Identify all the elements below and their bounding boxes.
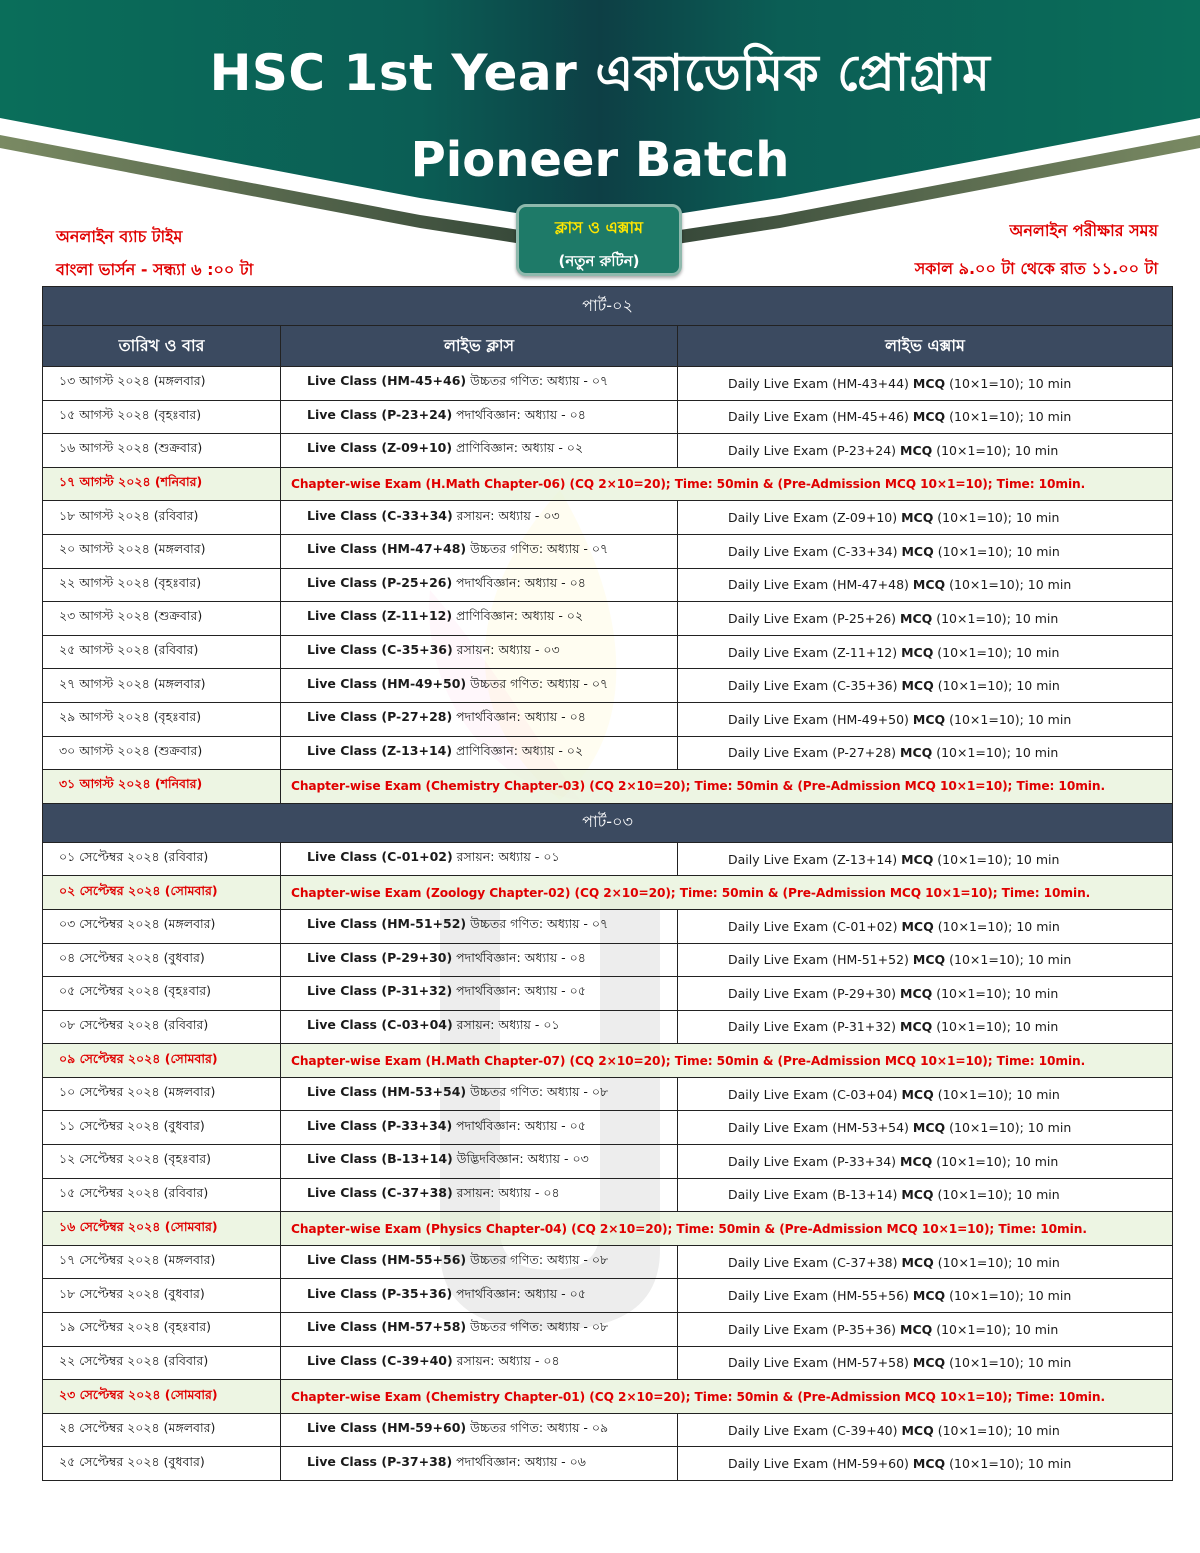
row-date: ১৩ আগস্ট ২০২৪ (মঙ্গলবার) bbox=[43, 367, 281, 401]
live-exam-cell: Daily Live Exam (HM-47+48) MCQ (10×1=10); 10 min bbox=[678, 568, 1173, 602]
table-row bbox=[43, 943, 1173, 977]
exam-day-row bbox=[43, 1212, 1173, 1246]
live-class-subject: রসায়ন: অধ্যায় - ০৪ bbox=[452, 1352, 560, 1368]
row-date: ১৬ আগস্ট ২০২৪ (শুক্রবার) bbox=[43, 434, 281, 468]
row-date: ২৯ আগস্ট ২০২৪ (বৃহঃবার) bbox=[43, 702, 281, 736]
table-row bbox=[43, 842, 1173, 876]
live-class-subject: উচ্চতর গণিত: অধ্যায় - ০৭ bbox=[466, 541, 609, 557]
live-class-code: Live Class (P-33+34) bbox=[307, 1117, 453, 1133]
row-date: ৩১ আগস্ট ২০২৪ (শনিবার) bbox=[43, 770, 281, 804]
exam-time-value: সকাল ৯.০০ টা থেকে রাত ১১.০০ টা bbox=[914, 259, 1158, 278]
row-date: ০১ সেপ্টেম্বর ২০২৪ (রবিবার) bbox=[43, 842, 281, 876]
live-class-cell bbox=[281, 1245, 678, 1279]
chapter-exam-text: Chapter-wise Exam (Zoology Chapter-02) (CQ 2×10=20); Time: 50min & (Pre-Admission MCQ 10×1=10); Time: 10min. bbox=[281, 876, 1173, 910]
row-date: ১১ সেপ্টেম্বর ২০২৪ (বুধবার) bbox=[43, 1111, 281, 1145]
table-row bbox=[43, 669, 1173, 703]
live-exam-cell: Daily Live Exam (HM-51+52) MCQ (10×1=10); 10 min bbox=[678, 943, 1173, 977]
page-title: HSC 1st Year একাডেমিক প্রোগ্রাম bbox=[209, 44, 991, 102]
row-date: ৩০ আগস্ট ২০২৪ (শুক্রবার) bbox=[43, 736, 281, 770]
live-class-code: Live Class (P-31+32) bbox=[307, 983, 453, 999]
live-class-subject: রসায়ন: অধ্যায় - ০১ bbox=[452, 1016, 560, 1032]
table-header-row bbox=[43, 326, 1173, 367]
row-date: ২৩ সেপ্টেম্বর ২০২৪ (সোমবার) bbox=[43, 1380, 281, 1414]
row-date: ২৪ সেপ্টেম্বর ২০২৪ (মঙ্গলবার) bbox=[43, 1413, 281, 1447]
part-header-02 bbox=[43, 287, 1173, 326]
table-row bbox=[43, 534, 1173, 568]
live-class-cell bbox=[281, 1178, 678, 1212]
live-class-code: Live Class (HM-47+48) bbox=[307, 541, 467, 557]
row-date: ১৯ সেপ্টেম্বর ২০২৪ (বৃহঃবার) bbox=[43, 1313, 281, 1347]
live-class-code: Live Class (C-01+02) bbox=[307, 849, 453, 865]
table-row bbox=[43, 1010, 1173, 1044]
live-class-cell bbox=[281, 1111, 678, 1145]
table-row bbox=[43, 635, 1173, 669]
row-date: ১২ সেপ্টেম্বর ২০২৪ (বৃহঃবার) bbox=[43, 1145, 281, 1179]
chapter-exam-text: Chapter-wise Exam (H.Math Chapter-06) (CQ 2×10=20); Time: 50min & (Pre-Admission MCQ 10×1=10); Time: 10min. bbox=[281, 467, 1173, 501]
live-exam-cell: Daily Live Exam (Z-13+14) MCQ (10×1=10); 10 min bbox=[678, 842, 1173, 876]
live-class-code: Live Class (Z-11+12) bbox=[307, 608, 453, 624]
live-class-code: Live Class (B-13+14) bbox=[307, 1151, 453, 1167]
live-class-cell bbox=[281, 534, 678, 568]
live-class-subject: প্রাণিবিজ্ঞান: অধ্যায় - ০২ bbox=[452, 608, 584, 624]
live-class-subject: রসায়ন: অধ্যায় - ০৩ bbox=[452, 642, 560, 658]
col-header-class: লাইভ ক্লাস bbox=[281, 326, 678, 367]
badge-title: ক্লাস ও এক্সাম bbox=[554, 218, 644, 237]
live-class-code: Live Class (HM-49+50) bbox=[307, 675, 467, 691]
live-exam-cell: Daily Live Exam (P-23+24) MCQ (10×1=10); 10 min bbox=[678, 434, 1173, 468]
live-exam-cell: Daily Live Exam (C-33+34) MCQ (10×1=10); 10 min bbox=[678, 534, 1173, 568]
live-class-cell bbox=[281, 568, 678, 602]
live-class-cell bbox=[281, 1010, 678, 1044]
chapter-exam-text: Chapter-wise Exam (Chemistry Chapter-01) (CQ 2×10=20); Time: 50min & (Pre-Admission MCQ 10×1=10); Time: 10min. bbox=[281, 1380, 1173, 1414]
live-class-cell bbox=[281, 1145, 678, 1179]
batch-time-value: বাংলা ভার্সন - সন্ধ্যা ৬ :০০ টা bbox=[56, 260, 254, 279]
live-exam-cell: Daily Live Exam (HM-57+58) MCQ (10×1=10); 10 min bbox=[678, 1346, 1173, 1380]
live-exam-cell: Daily Live Exam (HM-53+54) MCQ (10×1=10); 10 min bbox=[678, 1111, 1173, 1145]
table-row bbox=[43, 1279, 1173, 1313]
live-class-subject: পদার্থবিজ্ঞান: অধ্যায় - ০৪ bbox=[452, 406, 586, 422]
live-exam-cell: Daily Live Exam (HM-59+60) MCQ (10×1=10); 10 min bbox=[678, 1447, 1173, 1481]
live-exam-cell: Daily Live Exam (C-35+36) MCQ (10×1=10); 10 min bbox=[678, 669, 1173, 703]
row-date: ১৮ সেপ্টেম্বর ২০২৪ (বুধবার) bbox=[43, 1279, 281, 1313]
live-class-cell bbox=[281, 635, 678, 669]
col-header-date: তারিখ ও বার bbox=[43, 326, 281, 367]
live-class-code: Live Class (C-37+38) bbox=[307, 1184, 453, 1200]
table-row bbox=[43, 434, 1173, 468]
live-class-cell bbox=[281, 434, 678, 468]
live-class-cell bbox=[281, 1077, 678, 1111]
live-exam-cell: Daily Live Exam (HM-45+46) MCQ (10×1=10); 10 min bbox=[678, 400, 1173, 434]
live-class-code: Live Class (P-23+24) bbox=[307, 406, 453, 422]
live-class-code: Live Class (P-35+36) bbox=[307, 1285, 453, 1301]
row-date: ০৫ সেপ্টেম্বর ২০২৪ (বৃহঃবার) bbox=[43, 977, 281, 1011]
table-row bbox=[43, 1111, 1173, 1145]
row-date: ১৭ আগস্ট ২০২৪ (শনিবার) bbox=[43, 467, 281, 501]
live-class-cell bbox=[281, 977, 678, 1011]
row-date: ২৫ সেপ্টেম্বর ২০২৪ (বুধবার) bbox=[43, 1447, 281, 1481]
live-class-subject: পদার্থবিজ্ঞান: অধ্যায় - ০৪ bbox=[452, 709, 586, 725]
table-row bbox=[43, 1447, 1173, 1481]
live-class-code: Live Class (P-25+26) bbox=[307, 574, 453, 590]
live-exam-cell: Daily Live Exam (HM-55+56) MCQ (10×1=10); 10 min bbox=[678, 1279, 1173, 1313]
live-class-subject: উচ্চতর গণিত: অধ্যায় - ০৮ bbox=[466, 1084, 609, 1100]
live-class-subject: পদার্থবিজ্ঞান: অধ্যায় - ০৬ bbox=[452, 1453, 586, 1469]
live-exam-cell: Daily Live Exam (C-37+38) MCQ (10×1=10); 10 min bbox=[678, 1245, 1173, 1279]
row-date: ০৩ সেপ্টেম্বর ২০২৪ (মঙ্গলবার) bbox=[43, 909, 281, 943]
chapter-exam-text: Chapter-wise Exam (H.Math Chapter-07) (CQ 2×10=20); Time: 50min & (Pre-Admission MCQ 10×1=10); Time: 10min. bbox=[281, 1044, 1173, 1078]
row-date: ০৮ সেপ্টেম্বর ২০২৪ (রবিবার) bbox=[43, 1010, 281, 1044]
row-date: ০২ সেপ্টেম্বর ২০২৪ (সোমবার) bbox=[43, 876, 281, 910]
row-date: ১৭ সেপ্টেম্বর ২০২৪ (মঙ্গলবার) bbox=[43, 1245, 281, 1279]
table-row bbox=[43, 736, 1173, 770]
table-row bbox=[43, 400, 1173, 434]
table-row bbox=[43, 1077, 1173, 1111]
live-class-code: Live Class (Z-09+10) bbox=[307, 440, 453, 456]
live-class-code: Live Class (C-39+40) bbox=[307, 1352, 453, 1368]
table-row bbox=[43, 1313, 1173, 1347]
batch-time-label: অনলাইন ব্যাচ টাইম bbox=[56, 227, 183, 246]
live-class-subject: পদার্থবিজ্ঞান: অধ্যায় - ০৫ bbox=[452, 983, 586, 999]
live-class-cell bbox=[281, 669, 678, 703]
table-row bbox=[43, 977, 1173, 1011]
table-row bbox=[43, 367, 1173, 401]
part-header-03 bbox=[43, 803, 1173, 842]
row-date: ২৫ আগস্ট ২০২৪ (রবিবার) bbox=[43, 635, 281, 669]
routine-table bbox=[42, 286, 1173, 1481]
chapter-exam-text: Chapter-wise Exam (Chemistry Chapter-03) (CQ 2×10=20); Time: 50min & (Pre-Admission MCQ 10×1=10); Time: 10min. bbox=[281, 770, 1173, 804]
row-date: ০৪ সেপ্টেম্বর ২০২৪ (বুধবার) bbox=[43, 943, 281, 977]
live-exam-cell: Daily Live Exam (C-01+02) MCQ (10×1=10); 10 min bbox=[678, 909, 1173, 943]
table-row bbox=[43, 568, 1173, 602]
online-exam-time bbox=[915, 212, 1158, 288]
part-label: পার্ট-০৩ bbox=[43, 803, 1173, 842]
live-class-cell bbox=[281, 842, 678, 876]
live-class-cell bbox=[281, 501, 678, 535]
row-date: ১৬ সেপ্টেম্বর ২০২৪ (সোমবার) bbox=[43, 1212, 281, 1246]
live-class-code: Live Class (HM-53+54) bbox=[307, 1084, 467, 1100]
live-class-cell bbox=[281, 1413, 678, 1447]
live-class-code: Live Class (Z-13+14) bbox=[307, 742, 453, 758]
live-class-code: Live Class (HM-59+60) bbox=[307, 1420, 467, 1436]
live-class-code: Live Class (HM-57+58) bbox=[307, 1319, 467, 1335]
live-exam-cell: Daily Live Exam (C-39+40) MCQ (10×1=10); 10 min bbox=[678, 1413, 1173, 1447]
live-exam-cell: Daily Live Exam (P-27+28) MCQ (10×1=10); 10 min bbox=[678, 736, 1173, 770]
live-class-code: Live Class (HM-45+46) bbox=[307, 373, 467, 389]
live-class-code: Live Class (C-33+34) bbox=[307, 507, 453, 523]
exam-time-label: অনলাইন পরীক্ষার সময় bbox=[1009, 221, 1158, 240]
live-class-code: Live Class (C-35+36) bbox=[307, 642, 453, 658]
table-row bbox=[43, 1145, 1173, 1179]
live-class-cell bbox=[281, 1447, 678, 1481]
row-date: ১৫ সেপ্টেম্বর ২০২৪ (রবিবার) bbox=[43, 1178, 281, 1212]
batch-title: Pioneer Batch bbox=[410, 132, 790, 188]
row-date: ০৯ সেপ্টেম্বর ২০২৪ (সোমবার) bbox=[43, 1044, 281, 1078]
row-date: ২২ আগস্ট ২০২৪ (বৃহঃবার) bbox=[43, 568, 281, 602]
table-row bbox=[43, 1245, 1173, 1279]
live-class-subject: পদার্থবিজ্ঞান: অধ্যায় - ০৫ bbox=[452, 1285, 586, 1301]
live-exam-cell: Daily Live Exam (Z-11+12) MCQ (10×1=10); 10 min bbox=[678, 635, 1173, 669]
exam-day-row bbox=[43, 467, 1173, 501]
live-class-subject: উচ্চতর গণিত: অধ্যায় - ০৭ bbox=[466, 916, 609, 932]
live-class-subject: উচ্চতর গণিত: অধ্যায় - ০৮ bbox=[466, 1319, 609, 1335]
live-class-subject: প্রাণিবিজ্ঞান: অধ্যায় - ০২ bbox=[452, 440, 584, 456]
live-class-subject: প্রাণিবিজ্ঞান: অধ্যায় - ০২ bbox=[452, 742, 584, 758]
live-exam-cell: Daily Live Exam (P-25+26) MCQ (10×1=10); 10 min bbox=[678, 602, 1173, 636]
live-class-subject: উচ্চতর গণিত: অধ্যায় - ০৭ bbox=[466, 675, 609, 691]
table-row bbox=[43, 602, 1173, 636]
row-date: ২৩ আগস্ট ২০২৪ (শুক্রবার) bbox=[43, 602, 281, 636]
live-exam-cell: Daily Live Exam (Z-09+10) MCQ (10×1=10); 10 min bbox=[678, 501, 1173, 535]
live-exam-cell: Daily Live Exam (P-33+34) MCQ (10×1=10); 10 min bbox=[678, 1145, 1173, 1179]
table-row bbox=[43, 909, 1173, 943]
live-class-code: Live Class (C-03+04) bbox=[307, 1016, 453, 1032]
live-class-code: Live Class (P-27+28) bbox=[307, 709, 453, 725]
live-class-subject: উচ্চতর গণিত: অধ্যায় - ০৮ bbox=[466, 1252, 609, 1268]
live-class-cell bbox=[281, 1346, 678, 1380]
live-exam-cell: Daily Live Exam (C-03+04) MCQ (10×1=10); 10 min bbox=[678, 1077, 1173, 1111]
live-class-cell bbox=[281, 367, 678, 401]
live-exam-cell: Daily Live Exam (HM-49+50) MCQ (10×1=10); 10 min bbox=[678, 702, 1173, 736]
live-class-cell bbox=[281, 909, 678, 943]
live-class-subject: রসায়ন: অধ্যায় - ০৩ bbox=[452, 507, 560, 523]
online-batch-time bbox=[56, 220, 253, 286]
table-row bbox=[43, 702, 1173, 736]
live-class-cell bbox=[281, 400, 678, 434]
live-class-subject: উদ্ভিদবিজ্ঞান: অধ্যায় - ০৩ bbox=[452, 1151, 589, 1167]
live-exam-cell: Daily Live Exam (B-13+14) MCQ (10×1=10); 10 min bbox=[678, 1178, 1173, 1212]
exam-day-row bbox=[43, 876, 1173, 910]
table-row bbox=[43, 1346, 1173, 1380]
live-class-code: Live Class (HM-51+52) bbox=[307, 916, 467, 932]
live-class-subject: পদার্থবিজ্ঞান: অধ্যায় - ০৪ bbox=[452, 949, 586, 965]
live-class-subject: রসায়ন: অধ্যায় - ০১ bbox=[452, 849, 560, 865]
live-exam-cell: Daily Live Exam (HM-43+44) MCQ (10×1=10); 10 min bbox=[678, 367, 1173, 401]
live-class-cell bbox=[281, 1313, 678, 1347]
live-exam-cell: Daily Live Exam (P-31+32) MCQ (10×1=10); 10 min bbox=[678, 1010, 1173, 1044]
live-class-cell bbox=[281, 702, 678, 736]
row-date: ২০ আগস্ট ২০২৪ (মঙ্গলবার) bbox=[43, 534, 281, 568]
col-header-exam: লাইভ এক্সাম bbox=[678, 326, 1173, 367]
row-date: ১৫ আগস্ট ২০২৪ (বৃহঃবার) bbox=[43, 400, 281, 434]
row-date: ২২ সেপ্টেম্বর ২০২৪ (রবিবার) bbox=[43, 1346, 281, 1380]
exam-day-row bbox=[43, 1380, 1173, 1414]
live-class-cell bbox=[281, 1279, 678, 1313]
table-row bbox=[43, 1413, 1173, 1447]
row-date: ২৭ আগস্ট ২০২৪ (মঙ্গলবার) bbox=[43, 669, 281, 703]
live-class-subject: পদার্থবিজ্ঞান: অধ্যায় - ০৪ bbox=[452, 574, 586, 590]
live-class-cell bbox=[281, 736, 678, 770]
part-label: পার্ট-০২ bbox=[43, 287, 1173, 326]
live-class-code: Live Class (P-37+38) bbox=[307, 1453, 453, 1469]
exam-day-row bbox=[43, 1044, 1173, 1078]
live-class-code: Live Class (HM-55+56) bbox=[307, 1252, 467, 1268]
table-row bbox=[43, 501, 1173, 535]
live-class-subject: উচ্চতর গণিত: অধ্যায় - ০৯ bbox=[466, 1420, 609, 1436]
live-class-subject: উচ্চতর গণিত: অধ্যায় - ০৭ bbox=[466, 373, 609, 389]
live-class-code: Live Class (P-29+30) bbox=[307, 949, 453, 965]
live-exam-cell: Daily Live Exam (P-29+30) MCQ (10×1=10); 10 min bbox=[678, 977, 1173, 1011]
exam-day-row bbox=[43, 770, 1173, 804]
live-class-subject: রসায়ন: অধ্যায় - ০৪ bbox=[452, 1184, 560, 1200]
live-exam-cell: Daily Live Exam (P-35+36) MCQ (10×1=10); 10 min bbox=[678, 1313, 1173, 1347]
routine-badge bbox=[516, 204, 682, 276]
row-date: ১৮ আগস্ট ২০২৪ (রবিবার) bbox=[43, 501, 281, 535]
chapter-exam-text: Chapter-wise Exam (Physics Chapter-04) (CQ 2×10=20); Time: 50min & (Pre-Admission MCQ 10×1=10); Time: 10min. bbox=[281, 1212, 1173, 1246]
row-date: ১০ সেপ্টেম্বর ২০২৪ (মঙ্গলবার) bbox=[43, 1077, 281, 1111]
live-class-cell bbox=[281, 602, 678, 636]
live-class-subject: পদার্থবিজ্ঞান: অধ্যায় - ০৫ bbox=[452, 1117, 586, 1133]
badge-subtitle: (নতুন রুটিন) bbox=[558, 252, 640, 270]
live-class-cell bbox=[281, 943, 678, 977]
table-row bbox=[43, 1178, 1173, 1212]
